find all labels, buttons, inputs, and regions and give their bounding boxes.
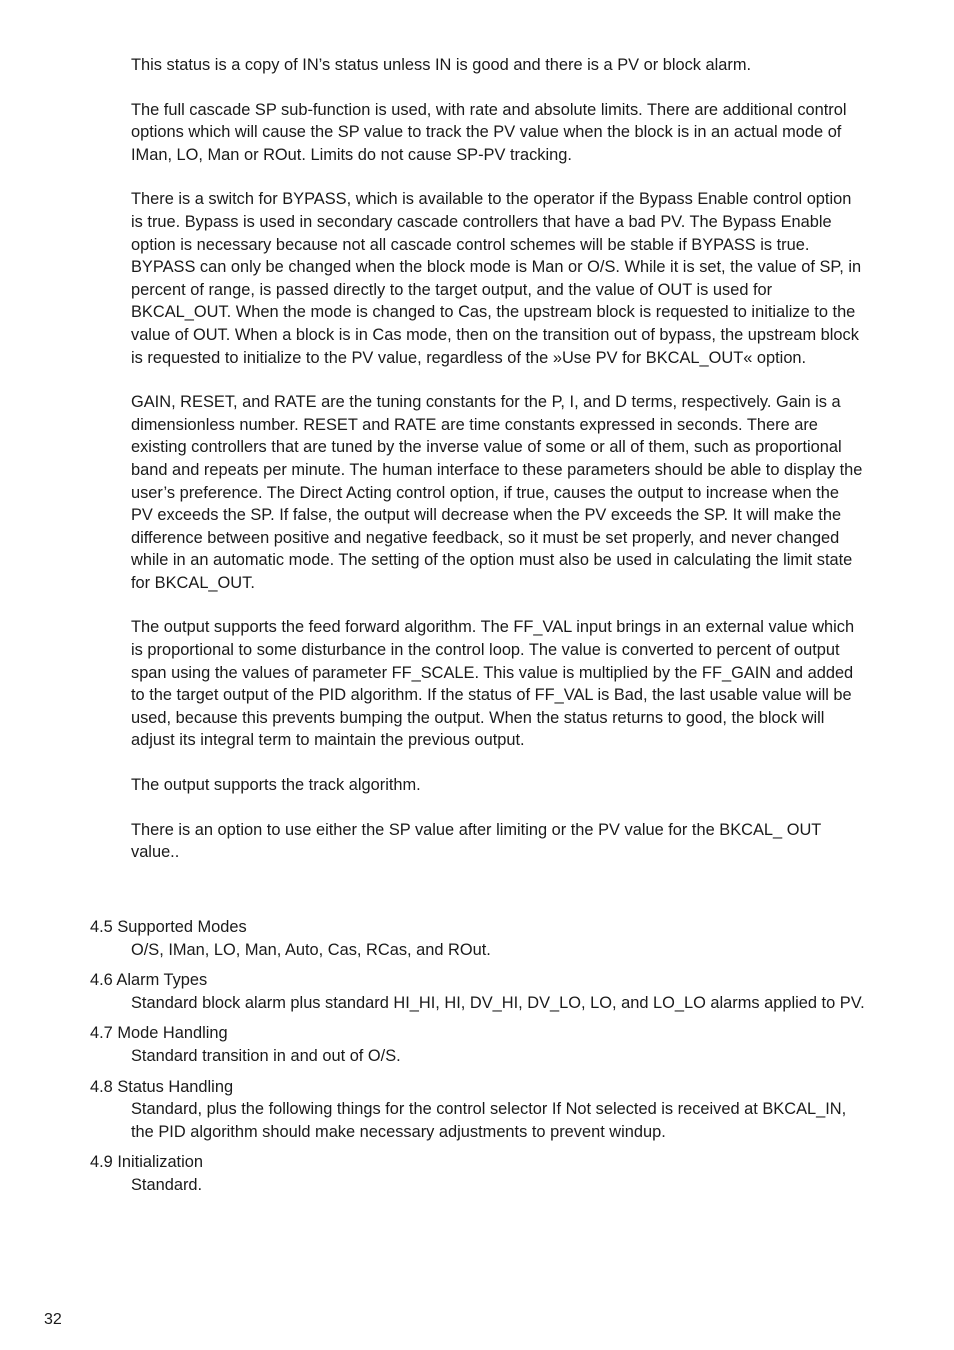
paragraph-tuning-constants: GAIN, RESET, and RATE are the tuning constants for the P, I, and D terms, respectively. Gain is a dimensionless number. RESET and RATE are time constants expressed in seconds. There are existing controllers that are tuned by the inverse value of some or all of them, such as proportional band and repeats per minute. The human interface to these parameters should be able to display the user’s preference. The Direct Acting control option, if true, causes the output to increase when the PV exceeds the SP. If false, the output will decrease when the PV exceeds the SP. It will make the difference between positive and negative feedback, so it must be set properly, and never changed while in an automatic mode. The setting of the option must also be used in calculating the limit state for BKCAL_OUT. [131, 393, 863, 592]
section-heading: 4.6 Alarm Types [90, 971, 208, 990]
paragraph-feed-forward: The output supports the feed forward algorithm. The FF_VAL input brings in an external value which is proportional to some disturbance in the control loop. The value is converted to percent of output span using the values of parameter FF_SCALE. This value is multiplied by the FF_GAIN and added to the target output of the PID algorithm. If the status of FF_VAL is Bad, the last usable value will be used, because this prevents bumping the output. When the status returns to good, the block will adjust its integral term to maintain the previous output. [131, 618, 855, 750]
section-body: Standard. [131, 1175, 203, 1194]
section-initialization [90, 1151, 865, 1196]
section-body: Standard, plus the following things for the control selector If Not selected is received at BKCAL_IN, the PID algorithm should make necessary adjustments to prevent windup. [131, 1100, 847, 1141]
page-number: 32 [44, 1311, 62, 1328]
paragraph-cascade-sp: The full cascade SP sub-function is used, with rate and absolute limits. There are additional control options which will cause the SP value to track the PV value when the block is in an actual mode of IMan, LO, Man or ROut. Limits do not cause SP-PV tracking. [131, 100, 847, 164]
paragraph-bypass: There is a switch for BYPASS, which is available to the operator if the Bypass Enable control option is true. Bypass is used in secondary cascade controllers that have a bad PV. The Bypass Enable option is necessary because not all cascade control schemes will be stable if BYPASS is true. BYPASS can only be changed when the block mode is Man or O/S. While it is set, the value of SP, in percent of range, is passed directly to the target output, and the value of OUT is used for BKCAL_OUT. When the mode is changed to Cas, the upstream block is requested to initialize to the value of OUT. When a block is in Cas mode, then on the transition out of bypass, the upstream block is requested to initialize to the PV value, regardless of the »Use PV for BKCAL_OUT« option. [131, 190, 862, 367]
section-body: Standard transition in and out of O/S. [131, 1046, 401, 1065]
section-heading: 4.7 Mode Handling [90, 1024, 228, 1043]
section-heading: 4.9 Initialization [90, 1153, 203, 1172]
section-heading: 4.5 Supported Modes [90, 918, 247, 936]
section-body: Standard block alarm plus standard HI_HI, HI, DV_HI, DV_LO, LO, and LO_LO alarms applied to PV. [131, 993, 865, 1012]
section-list [90, 916, 865, 1205]
section-body: O/S, IMan, LO, Man, Auto, Cas, RCas, and ROut. [131, 940, 491, 959]
section-mode-handling [90, 1022, 865, 1067]
section-alarm-types [90, 969, 865, 1014]
section-heading: 4.8 Status Handling [90, 1077, 234, 1096]
paragraph-bkcal-option: There is an option to use either the SP value after limiting or the PV value for the BKCAL_ OUT value.. [131, 820, 821, 862]
section-status-handling [90, 1076, 865, 1144]
paragraph-track-algorithm: The output supports the track algorithm. [131, 776, 421, 795]
section-supported-modes [90, 916, 865, 961]
body-text [131, 54, 863, 886]
paragraph-status-copy: This status is a copy of IN’s status unless IN is good and there is a PV or block alarm. [131, 56, 752, 74]
